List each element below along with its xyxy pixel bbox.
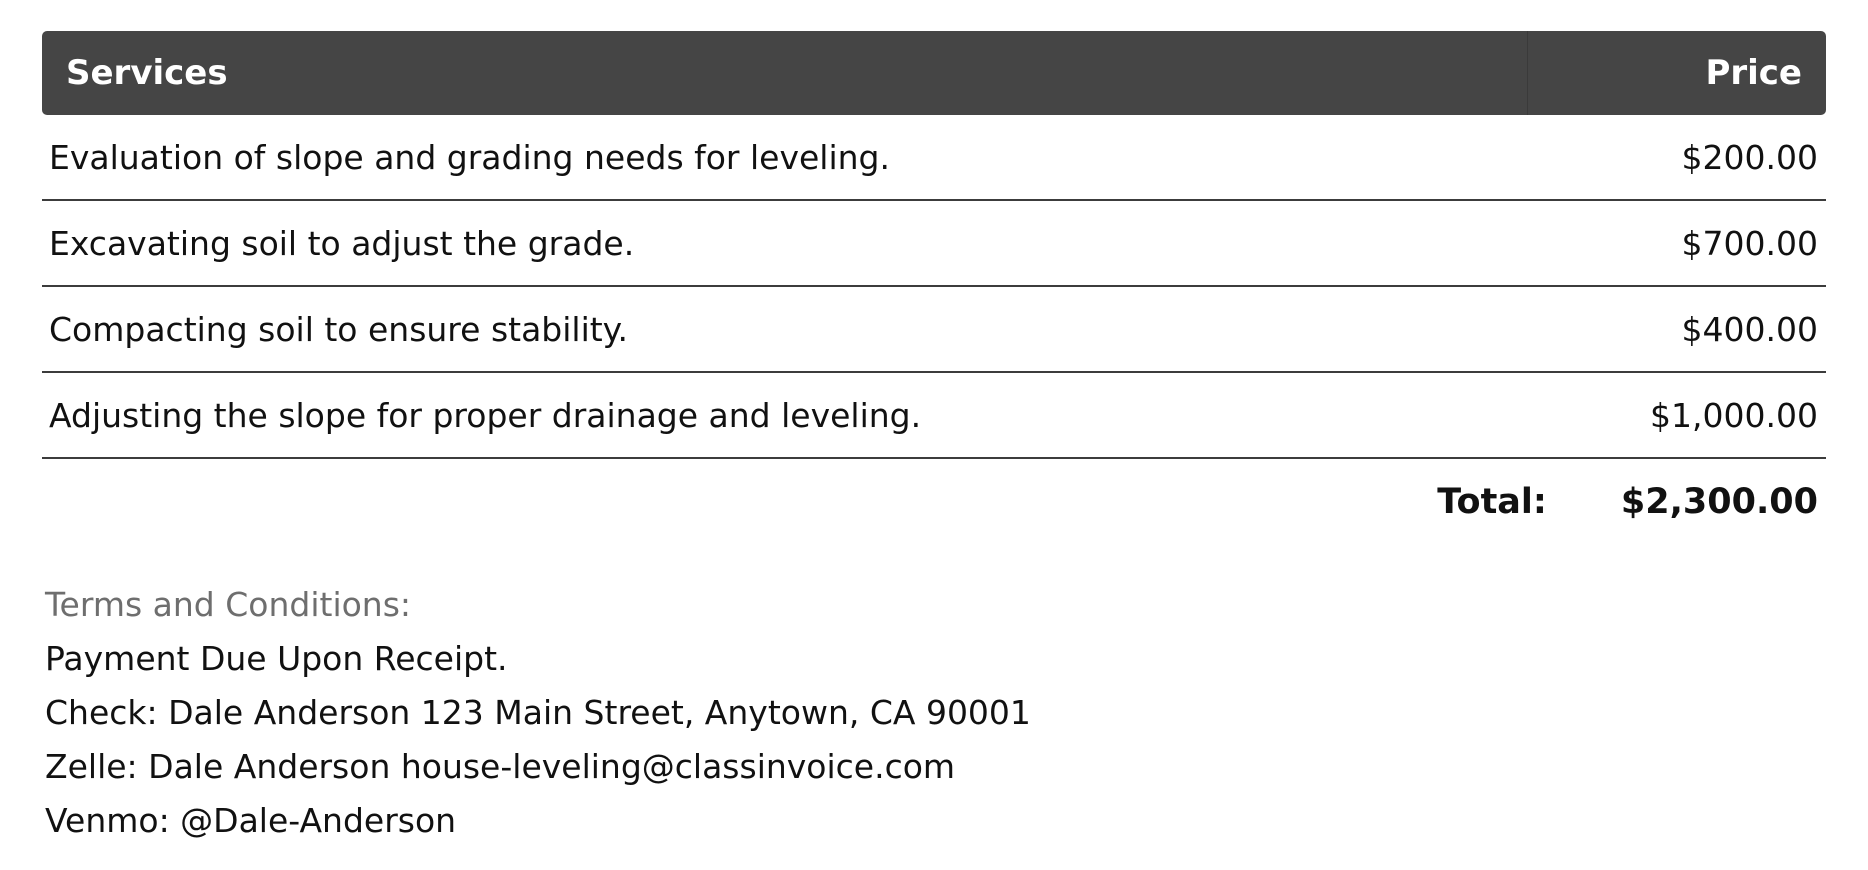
total-value: $2,300.00 [1620,482,1818,522]
price-column-header: Price [1705,53,1802,93]
service-description: Adjusting the slope for proper drainage and leveling. [49,395,922,435]
service-price: $200.00 [1681,137,1818,177]
service-description: Excavating soil to adjust the grade. [49,223,635,263]
total-label: Total: [1437,482,1547,522]
terms-line-zelle: Zelle: Dale Anderson house-leveling@classinvoice.com [45,747,956,786]
terms-heading: Terms and Conditions: [45,585,412,624]
terms-line-check: Check: Dale Anderson 123 Main Street, Anytown, CA 90001 [45,693,1031,732]
table-row [42,115,1826,201]
terms-line-venmo: Venmo: @Dale-Anderson [45,801,457,840]
total-row [42,459,1826,545]
services-table [42,31,1826,545]
services-column-header: Services [42,31,1528,115]
table-row [42,201,1826,287]
service-price: $400.00 [1681,309,1818,349]
table-header [42,31,1826,115]
table-row [42,287,1826,373]
service-description: Evaluation of slope and grading needs for leveling. [49,137,890,177]
table-row [42,373,1826,459]
service-price: $700.00 [1681,223,1818,263]
service-price: $1,000.00 [1650,395,1818,435]
terms-section [45,578,1031,848]
terms-line-payment: Payment Due Upon Receipt. [45,639,508,678]
service-description: Compacting soil to ensure stability. [49,309,628,349]
